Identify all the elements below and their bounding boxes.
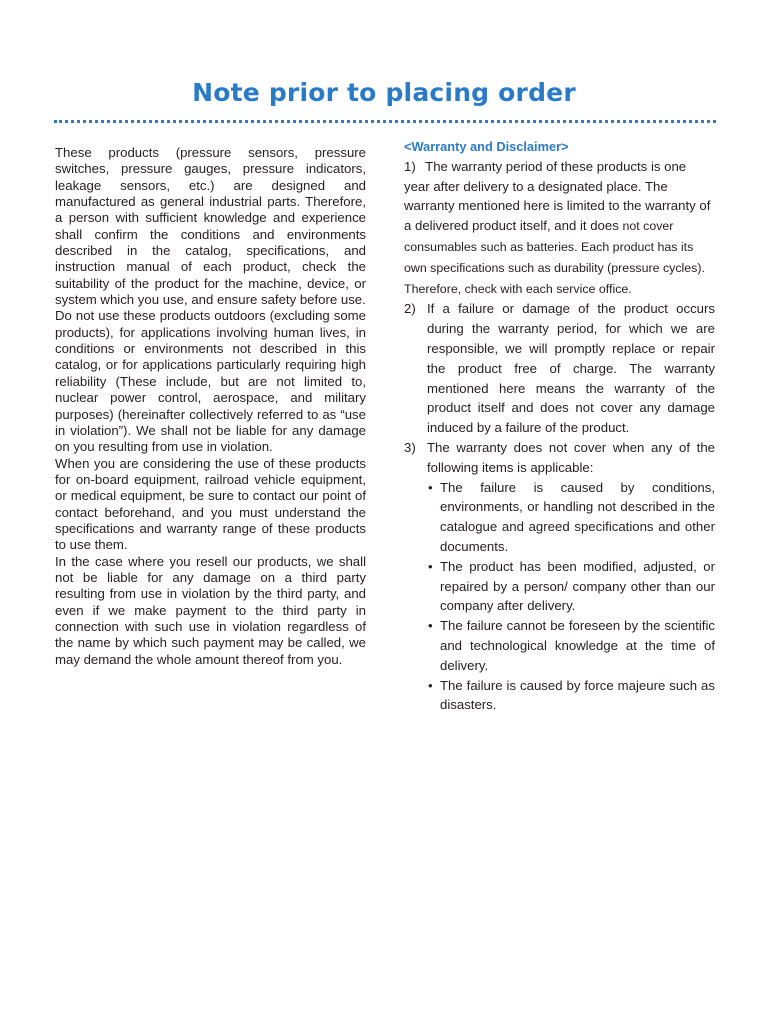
list-item: [404, 616, 715, 675]
list-item-text: The failure cannot be foreseen by the scientific and technological knowledge at the time of delivery.: [440, 618, 715, 673]
item-text: The warranty does not cover when any of the following items is applicable:: [427, 439, 715, 475]
paragraph-resale: In the case where you resell our products, we shall not be liable for any damage on a third party resulting from use in violation by the third party, and even if we make payment to the third party in connection with such use in violation regardless of the name by which such payment may be called, we may demand the whole amount thereof from you.: [55, 553, 366, 667]
exclusion-list: [404, 478, 715, 716]
right-column: [404, 137, 715, 715]
dotted-divider: [54, 120, 716, 123]
list-item-text: The product has been modified, adjusted, or repaired by a person/ company other than our company after delivery.: [440, 558, 715, 614]
left-column: [55, 145, 366, 668]
bullet-icon: •: [428, 558, 433, 574]
item-text-continued: not cover consumables such as batteries. Each product has its own specifications such as durability (pressure cycles). Therefore, check with each service office.: [404, 219, 705, 296]
page-title: Note prior to placing order: [192, 78, 576, 107]
list-item: [404, 478, 715, 557]
list-item-text: The failure is caused by conditions, environments, or handling not described in the catalogue and agreed specifications and other documents.: [440, 479, 715, 554]
item-number: 3): [404, 439, 416, 455]
warranty-item-3: [404, 438, 715, 478]
paragraph-onboard-equipment: When you are considering the use of these products for on-board equipment, railroad vehicle equipment, or medical equipment, be sure to contact our point of contact beforehand, and you must understand the specifications and warranty range of these products to use them.: [55, 455, 366, 553]
bullet-icon: •: [428, 618, 433, 634]
item-number: 1): [404, 158, 416, 174]
paragraph-use-in-violation: Do not use these products outdoors (excluding some products), for applications involving human lives, in conditions or environments not described in this catalog, or for applications particularly requiring high reliability (These include, but are not limited to, nuclear power control, aerospace, and military purposes) (hereinafter collectively referred to as “use in violation”). We shall not be liable for any damage on you resulting from use in violation.: [55, 308, 366, 455]
warranty-item-2: [404, 299, 715, 438]
warranty-heading: <Warranty and Disclaimer>: [404, 139, 569, 154]
paragraph-general-use: These products (pressure sensors, pressure switches, pressure gauges, pressure indicators, leakage sensors, etc.) are designed and manufactured as general industrial parts. Therefore, a person with sufficient knowledge and experience shall confirm the conditions and environments described in the catalog, specifications, and instruction manual of each product, check the suitability of the product for the machine, device, or system which you use, and ensure safety before use.: [55, 145, 366, 308]
item-number: 2): [404, 301, 416, 317]
warranty-item-1: [404, 157, 715, 300]
list-item: [404, 557, 715, 616]
bullet-icon: •: [428, 677, 433, 693]
bullet-icon: •: [428, 479, 433, 495]
list-item: [404, 676, 715, 716]
list-item-text: The failure is caused by force majeure such as disasters.: [440, 677, 715, 713]
item-text: If a failure or damage of the product occurs during the warranty period, for which we are responsible, we will promptly replace or repair the product free of charge. The warranty mentioned here means the warranty of the product itself and does not cover any damage induced by a failure of the product.: [427, 301, 715, 436]
item-text: The warranty period of these products is one year after delivery to a designated place. The warranty mentioned here is limited to the warranty of a delivered product itself, and it does: [404, 158, 711, 234]
